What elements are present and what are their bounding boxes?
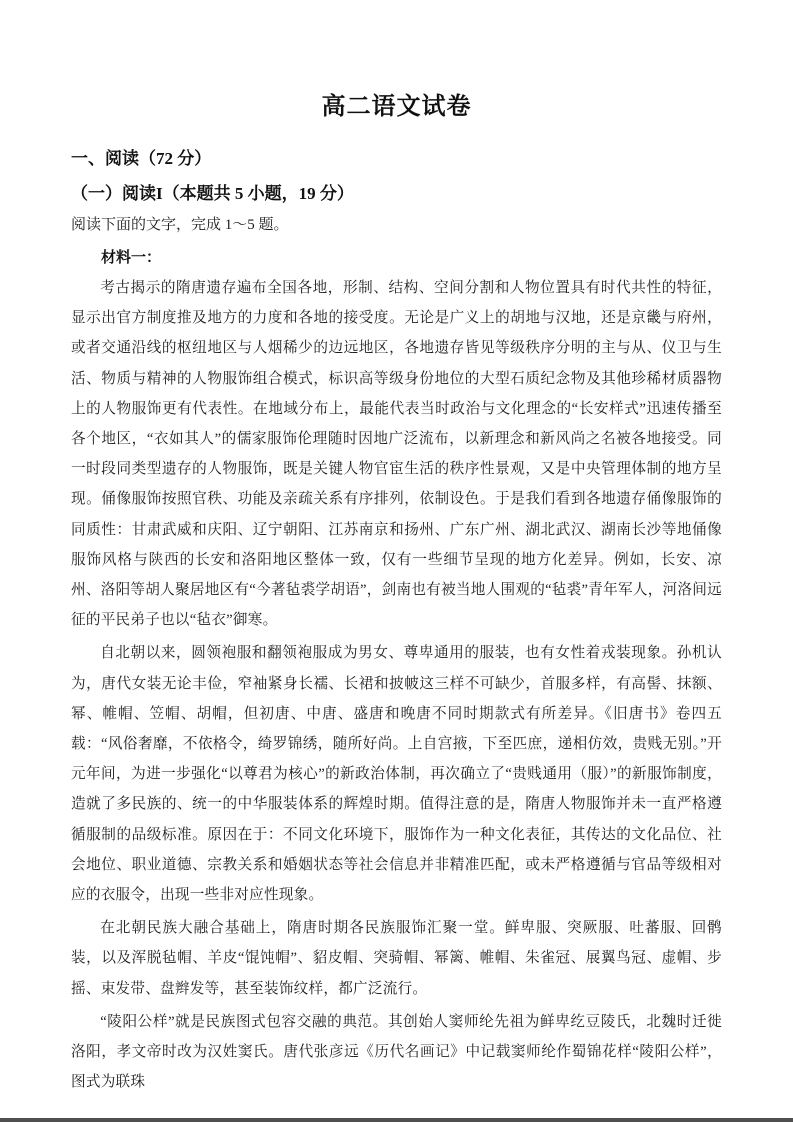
page-title: 高二语文试卷 — [321, 94, 472, 120]
material-paragraph-2: 自北朝以来，圆领袍服和翻领袍服成为男女、尊卑通用的服装，也有女性着戎装现象。孙机认为，唐代女装无论丰俭，窄袖紧身长襦、长裙和披帔这三样不可缺少，首服多样，有高髻、抹额、幂、帷帽、笠帽、胡帽，但初唐、中唐、盛唐和晚唐不同时期款式有所差异。《旧唐书》卷四五载：“风俗奢靡，不依格令，绮罗锦绣，随所好尚。上自宫掖，下至匹庶，递相仿效，贵贱无别。”开元年间，为进一步强化“以尊君为核心”的新政治体制，再次确立了“贵贱通用（服）”的新服饰制度，造就了多民族的、统一的中华服装体系的辉煌时期。值得注意的是，隋唐人物服饰并未一直严格遵循服制的品级标准。原因在于：不同文化环境下，服饰作为一种文化表征，其传达的文化品位、社会地位、职业道德、宗教关系和婚姻状态等社会信息并非精准匹配，或未严格遵循与官品等级相对应的衣服令，出现一些非对应性现象。 — [71, 645, 722, 904]
material-one-label: 材料一： — [101, 250, 162, 266]
subsection-heading-reading-1: （一）阅读I（本题共 5 小题，19 分） — [71, 184, 354, 203]
page-bottom-edge — [0, 1118, 793, 1122]
material-paragraph-4: “陵阳公样”就是民族图式包容交融的典范。其创始人窦师纶先祖为鲜卑纥豆陵氏，北魏时迁徙洛阳，孝文帝时改为汉姓窦氏。唐代张彦远《历代名画记》中记载窦师纶作蜀锦花样“陵阳公样”，图式为联珠 — [71, 1013, 722, 1091]
material-paragraph-3: 在北朝民族大融合基础上，隋唐时期各民族服饰汇聚一堂。鲜卑服、突厥服、吐蕃服、回鹘装，以及浑脱毡帽、羊皮“馄饨帽”、貂皮帽、突骑帽、幂篱、帷帽、朱雀冠、展翼鸟冠、虚帽、步摇、束发带、盘辫发等，甚至装饰纹样，都广泛流行。 — [71, 920, 722, 997]
section-heading-reading: 一、阅读（72 分） — [71, 149, 212, 168]
instruction-text: 阅读下面的文字，完成 1～5 题。 — [71, 217, 289, 233]
material-paragraph-1: 考古揭示的隋唐遗存遍布全国各地，形制、结构、空间分割和人物位置具有时代共性的特征，显示出官方制度推及地方的力度和各地的接受度。无论是广义上的胡地与汉地，还是京畿与府州，或者交通沿线的枢纽地区与人烟稀少的边远地区，各地遗存皆见等级秩序分明的主与从、仪卫与生活、物质与精神的人物服饰组合模式，标识高等级身份地位的大型石质纪念物及其他珍稀材质器物上的人物服饰更有代表性。在地域分布上，最能代表当时政治与文化理念的“长安样式”迅速传播至各个地区，“衣如其人”的儒家服饰伦理随时因地广泛流布，以新理念和新风尚之名被各地接受。同一时段同类型遗存的人物服饰，既是关键人物官宦生活的秩序性景观，又是中央管理体制的地方呈现。俑像服饰按照官秩、功能及亲疏关系有序排列，依制设色。于是我们看到各地遗存俑像服饰的同质性：甘肃武威和庆阳、辽宁朝阳、江苏南京和扬州、广东广州、湖北武汉、湖南长沙等地俑像服饰风格与陕西的长安和洛阳地区整体一致，仅有一些细节呈现的地方化差异。例如，长安、凉州、洛阳等胡人聚居地区有“今著毡裘学胡语”，剑南也有被当地人围观的“毡裘”青年军人，河洛间远征的平民弟子也以“毡衣”御寒。 — [71, 280, 722, 629]
